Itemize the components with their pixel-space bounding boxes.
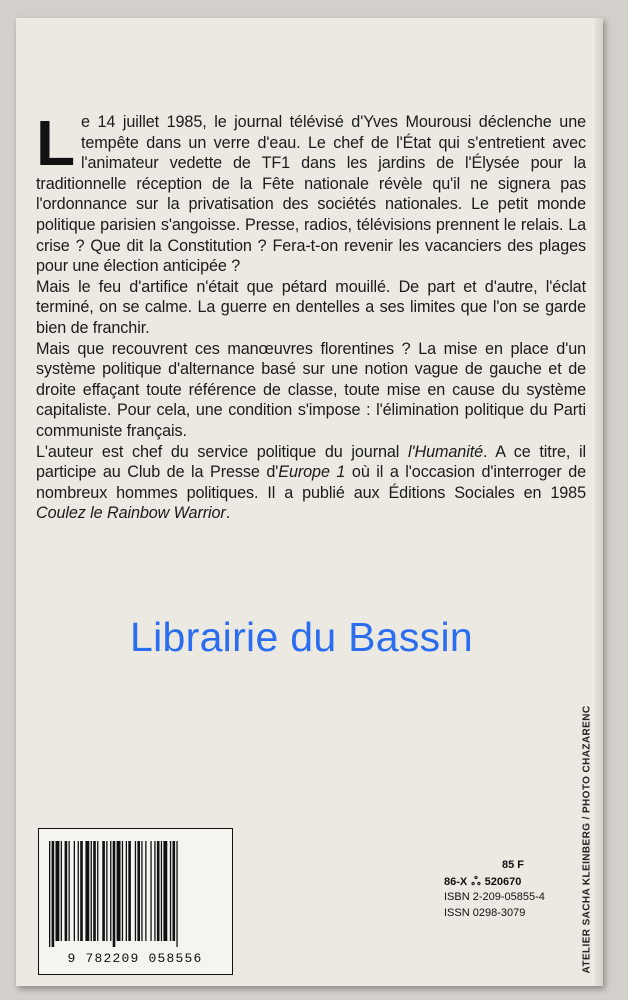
code-symbol: ஃ	[471, 873, 481, 888]
paragraph-1-text: e 14 juillet 1985, le journal télévisé d'Yves Mourousi déclenche une tempête dans un verre d'eau. Le chef de l'État qui s'entretient avec l'animateur vedette de TF1 dans les jardins de l'Élysée pour la traditionnelle réception de la Fête nationale révèle qu'il ne signera pas l'ordonnance sur la privatisation des sociétés nationales. Le petit monde politique parisien s'angoisse. Presse, radios, télévisions prennent le relais. La crise ? Que dit la Constitution ? Fera-t-on revenir les vacanciers des plages pour une élection anticipée ?	[36, 113, 586, 276]
bio-part-4: .	[225, 504, 231, 523]
cover-edge	[595, 18, 603, 986]
photo-credit	[578, 686, 596, 992]
pricing-block	[444, 858, 564, 921]
issn: ISSN 0298-3079	[444, 906, 526, 919]
bio-italic-humanite: l'Humanité	[408, 442, 483, 461]
barcode	[38, 828, 233, 975]
bio-italic-europe1: Europe 1	[278, 463, 346, 482]
drop-cap: L	[36, 107, 75, 179]
blurb-paragraph-2: Mais le feu d'artifice n'était que pétard mouillé. De part et d'autre, l'éclat terminé, on se calme. La guerre en dentelles a ses limites que l'on se garde bien de franchir.	[36, 277, 586, 337]
bio-italic-book-title: Coulez le Rainbow Warrior	[36, 504, 226, 523]
price: 85 F	[501, 859, 524, 871]
isbn: ISBN 2-209-05855-4	[444, 891, 545, 903]
author-bio	[36, 442, 586, 524]
edition-code	[444, 874, 564, 891]
code-right: 520670	[484, 875, 522, 888]
bookseller-watermark: Librairie du Bassin	[130, 614, 473, 660]
photo-credit-text: ATELIER SACHA KLEINBERG / PHOTO CHAZARENC	[581, 705, 593, 973]
bio-part-3: où il a l'occasion d'interroger de nombreux hommes politiques. Il a publié aux Éditions Sociales en 1985	[36, 463, 586, 502]
blurb-paragraph-3: Mais que recouvrent ces manœuvres florentines ? La mise en place d'un système politique d'alternance basé sur une notion vague de gauche et de droite effaçant toute référence de classe, toute mise en cause du système capitaliste. Pour cela, une condition s'impose : l'élimination politique du Parti communiste français.	[36, 339, 586, 440]
bio-part-1: L'auteur est chef du service politique du journal	[36, 442, 409, 461]
blurb-paragraph-1	[36, 107, 586, 277]
barcode-bars	[49, 841, 221, 947]
code-left: 86-X	[444, 875, 468, 888]
barcode-number: 9 782209 058556	[67, 951, 203, 966]
bio-part-2: . A ce titre, il participe au Club de la Presse d'	[36, 442, 587, 482]
blurb-text	[36, 107, 587, 524]
book-back-cover	[16, 18, 603, 986]
